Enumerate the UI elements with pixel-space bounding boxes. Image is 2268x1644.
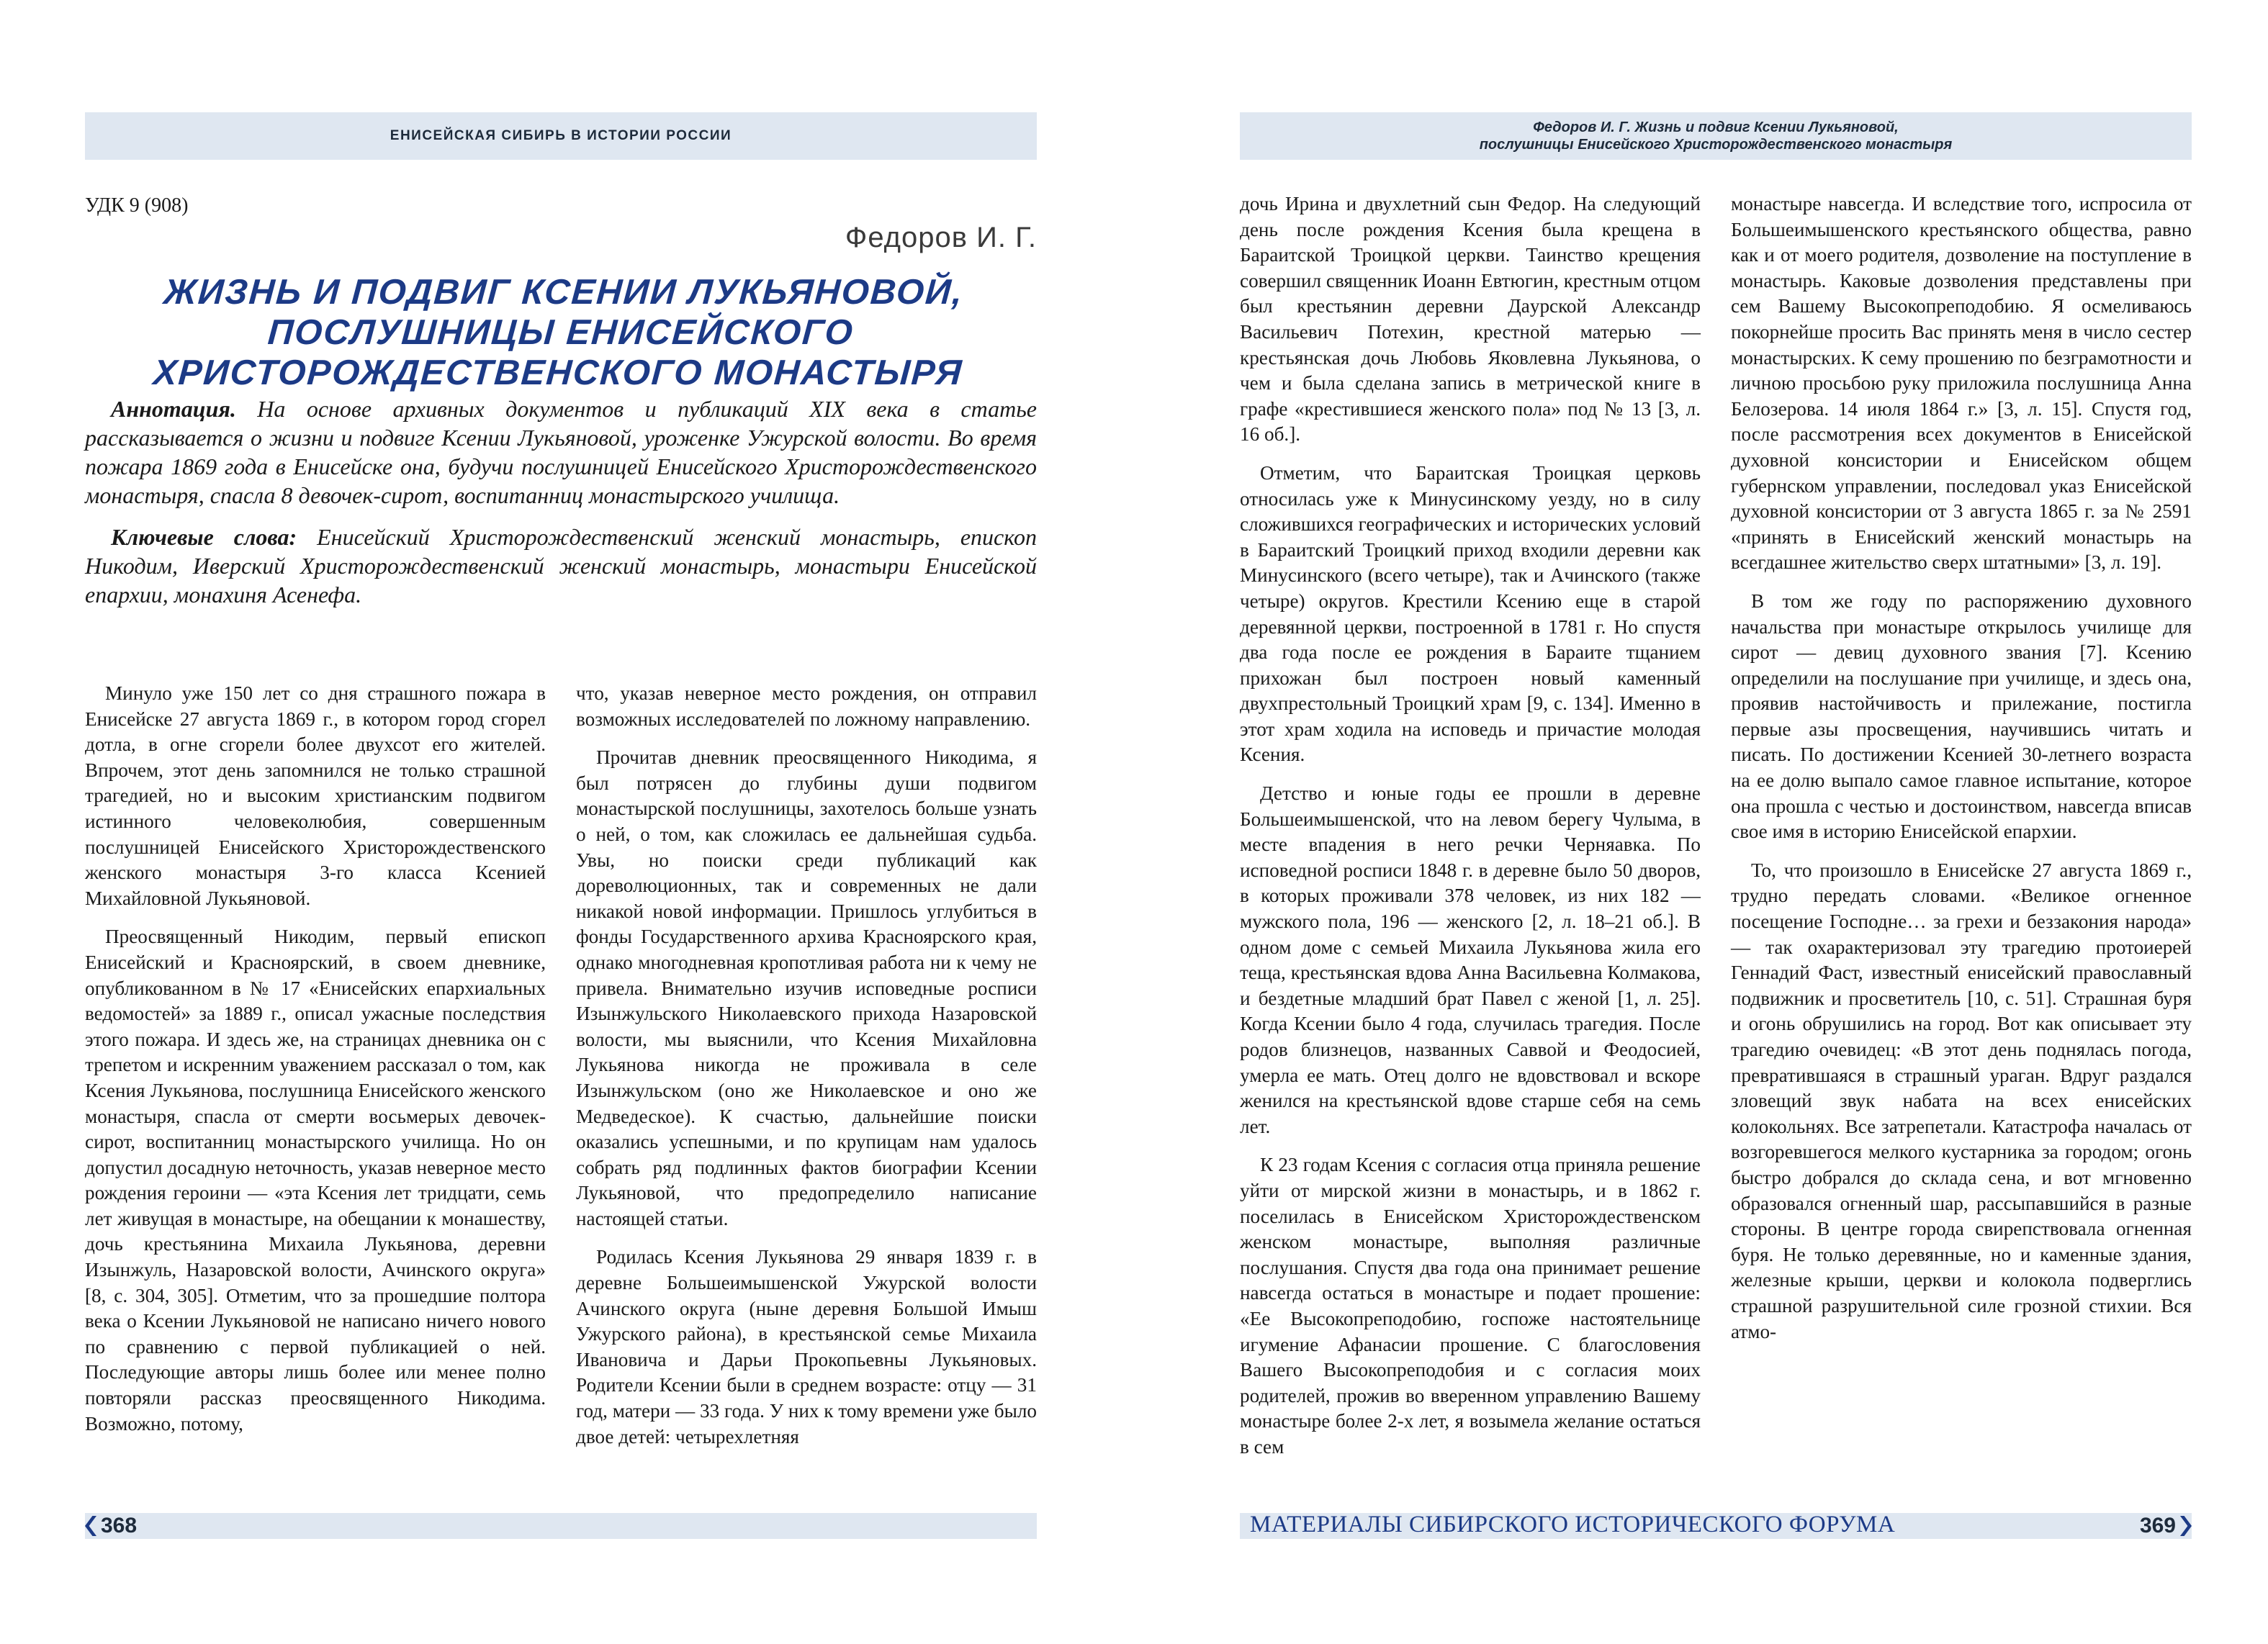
page-number-block — [85, 1513, 137, 1539]
paragraph: дочь Ирина и двухлетний сын Федор. На следующий день после рождения Ксения была крещена в Бараитской Троицкой церкви. Таинство крещения совершил священник Иоанн Евтюгин, крестным отцом был крестьянин деревни Дaурской Александр Васильевич Потехин, крестной матерью — крестьянская дочь Любовь Яковлевна Лукьянова, о чем и была сделана запись в метрической книге в графе «крестившиеся женского пола» под № 13 [3, л. 16 об.]. — [1240, 193, 1701, 446]
text-column-2 — [576, 681, 1037, 1463]
paragraph: Преосвященный Никодим, первый епископ Енисейский и Красноярский, в своем дневнике, опубликованном в № 17 «Енисейских епархиальных ведомостей» за 1889 г., описал ужасные последствия этого пожара. И здесь же, на страницах дневника он с трепетом и искренним уважением рассказал о том, как Ксения Лукьянова, послушница Енисейского женского монастыря, спасла от смерти восьмерых девочек-сирот, воспитанниц монастырского училища. Но он допустил досадную неточность, указав неверное место рождения героини — «эта Ксения лет тридцати, семь лет живущая в монастыре, на обещании к монашеству, дочь крестьянина Михаила Лукьянова, деревни Изынжуль, Назаровской волости, Ачинского округа» [8, с. 304, 305]. Отметим, что за прошедшие полтора века о Ксении Лукьяновой не написано ничего нового по сравнению с первой публикацией о ней. Последующие авторы лишь более или менее полно повторяли рассказ преосвященного Никодима. Возможно, потому, — [85, 926, 546, 1435]
title-line: ЖИЗНЬ И ПОДВИГ КСЕНИИ ЛУКЬЯНОВОЙ, — [162, 273, 965, 312]
journal-title: МАТЕРИАЛЫ СИБИРСКОГО ИСТОРИЧЕСКОГО ФОРУМА — [1250, 1512, 1896, 1537]
chevron-right-icon — [2180, 1516, 2192, 1536]
udk-code: УДК 9 (908) — [85, 194, 189, 217]
abstract-text: На основе архивных документов и публикаций XIX века в статье рассказывается о жизни и подвиге Ксении Лукьяновой, уроженке Ужурской волости. Во время пожара 1869 года в Енисейске она, будучи послушницей Енисейского Христорождественского монастыря, спасла 8 девочек-сирот, воспитанниц монастырского училища. — [85, 396, 1037, 508]
paragraph: что, указав неверное место рождения, он отправил возможных исследователей по ложному направлению. — [576, 682, 1037, 730]
running-head: ЕНИСЕЙСКАЯ СИБИРЬ В ИСТОРИИ РОССИИ — [85, 112, 1037, 160]
paragraph: Отметим, что Бараитская Троицкая церковь относилась уже к Минусинскому уезду, но в силу сложившихся географических и исторических условий в Бараитский Троицкий приход входили деревни как Минусинского (всего четыре), так и Ачинского (также четыре) округов. Крестили Ксению еще в старой деревянной церкви, построенной в 1781 г. Но спустя два года после ее рождения в Бараите тщанием прихожан был построен новый каменный двухпрестольный Троицкий храм [9, с. 134]. Именно в этот храм ходила на исповедь и причастие молодая Ксения. — [1240, 461, 1701, 766]
paragraph: Детство и юные годы ее прошли в деревне Большеимышенской, что на левом берегу Чулыма, в месте впадения в него речки Черняавка. По исповедной росписи 1848 г. в деревне было 50 дворов, в которых проживали 378 человек, из них 182 — мужского пола, 196 — женского [2, л. 18–21 об.]. В одном доме с семьей Михаила Лукьянова жила его теща, крестьянская вдова Анна Васильевна Колмакова, и бездетные младший брат Павел с женой [1, л. 25]. Когда Ксении было 4 года, случилась трагедия. После родов близнецов, названных Саввой и Феодосией, умерла ее мать. Отец долго не вдовствовал и вскоре женился на крестьянской вдове старше себя на семь лет. — [1240, 782, 1701, 1137]
paragraph: Прочитав дневник преосвященного Никодима, я был потрясен до глубины души подвигом монастырской послушницы, захотелось больше узнать о ней, о том, как сложилась ее дальнейшая судьба. Увы, но поиски среди публикаций как дореволюционных, так и современных не дали никакой новой информации. Пришлось углубиться в фонды Государственного архива Красноярского края, однако многодневная кропотливая работа ни к чему не привела. Внимательно изучив исповедные росписи Изынжульского Николаевского прихода Назаровской волости, мы выяснили, что Ксения Михайловна Лукьянова никогда не проживала в селе Изынжульском (оно же Николаевское и оно же Медведеское). К счастью, дальнейшие поиски оказались успешными, и по крупицам нам удалось собрать ряд подлинных фактов биографии Ксении Лукьяновой, что предопределило написание настоящей статьи. — [576, 746, 1037, 1229]
abstract-label: Аннотация. — [111, 396, 236, 422]
paragraph: К 23 годам Ксения с согласия отца приняла решение уйти от мирской жизни в монастырь, и в 1862 г. поселилась в Енисейском Христорождественском женском монастыре, выполняя различные послушания. Спустя два года она принимает решение навсегда остаться в монастыре и подает прошение: «Ее Высокопреподобию, госпоже настоятельнице игумение Афанасии прошение. С благословения Вашего Высокопреподобия и с согласия моих родителей, прожив во вверенном управлению Вашему монастыре более 2-х лет, я возымела желание остаться в сем — [1240, 1154, 1701, 1458]
page-number-block — [2140, 1513, 2192, 1539]
text-column-3 — [1240, 191, 1701, 1473]
title-line: ХРИСТОРОЖДЕСТВЕНСКОГО МОНАСТЫРЯ — [152, 353, 964, 392]
chevron-left-icon — [85, 1516, 96, 1536]
abstract — [85, 394, 1037, 510]
paragraph: Минуло уже 150 лет со дня страшного пожара в Енисейске 27 августа 1869 г., в котором город сгорел дотла, в огне сгорели более двухсот его жителей. Впрочем, этот день запомнился не только страшной трагедией, но и высоким христианским подвигом истинного человеколюбия, совершенным послушницей Енисейского Христорождественского женского монастыря 3-го класса Ксенией Михайловной Лукьяновой. — [85, 682, 546, 909]
keywords — [85, 523, 1037, 609]
footer-band — [85, 1513, 1037, 1539]
running-head — [1240, 112, 2192, 160]
keywords-label: Ключевые слова: — [111, 524, 297, 550]
running-head-line: Федоров И. Г. Жизнь и подвиг Ксении Лукьяновой, — [1533, 119, 1899, 135]
page-number: 369 — [2139, 1514, 2176, 1537]
paragraph: Родилась Ксения Лукьянова 29 января 1839 г. в деревне Большеимышенской Ужурской волости Ачинского округа (ныне деревня Большой Имыш Ужурского района), в крестьянской семье Михаила Ивановича и Дарьи Прокопьевны Лукьяновых. Родители Ксении были в среднем возрасте: отцу — 31 год, матери — 33 года. У них к тому времени уже было двое детей: четырехлетняя — [576, 1246, 1037, 1447]
paragraph: То, что произошло в Енисейске 27 августа 1869 г., трудно передать словами. «Великое огненное посещение Господне… за грехи и беззакония народа» — так охарактеризовал эту трагедию протоиерей Геннадий Фаст, известный енисейский православный подвижник и просветитель [10, с. 51]. Страшная буря и огонь обрушились на город. Вот как описывает эту трагедию очевидец: «В этот день поднялась погода, превратившаяся в страшный ураган. Вдруг раздался зловещий звук набата на всех енисейских колокольнях. Все затрепетали. Катастрофа началась от возгоревшегося мелкого кустарника за городом; огонь быстро добрался до склада сена, и вот мгновенно образовался огненный шар, рассыпавшийся в разные стороны. В центре города свирепствовала огненная буря. Не только деревянные, но и каменные здания, железные крыши, церкви и колокола подверглись страшной разрушительной силе грозной стихии. Вся атмо- — [1731, 859, 2192, 1342]
paragraph: монастыре навсегда. И вследствие того, испросила от Большеимышенского крестьянского общества, равно как и от моего родителя, дозволение на поступление в монастырь. Каковые дозволения представлены при сем Вашему Высокопреподобию. Я осмеливаюсь покорнейше просить Вас принять меня в число сестер монастырских. К сему прошению по безграмотности и личною просьбою руку приложила послушница Анна Белозерова. 14 июля 1864 г.» [3, л. 15]. Спустя год, после рассмотрения всех документов в Енисейской духовной консистории и Енисейском общем губернском управлении, последовал указ Енисейской духовной консистории от 3 августа 1865 г. за № 2591 «принять в Енисейский женский монастырь на всегдашнее жительство сверх штатными» [3, л. 19]. — [1731, 193, 2192, 574]
text-column-1 — [85, 681, 546, 1450]
footer-band — [1240, 1513, 2192, 1539]
title-line: ПОСЛУШНИЦЫ ЕНИСЕЙСКОГО — [266, 313, 855, 352]
article-title — [81, 272, 1041, 393]
author-name: Федоров И. Г. — [845, 222, 1037, 253]
paragraph: В том же году по распоряжению духовного начальства при монастыре открылось училище для сирот — девиц духовного звания [7]. Ксению определили на послушание при училище, и здесь она, проявив настойчивость и прилежание, постигла первые азы просвещения, научившись читать и писать. По достижении Ксенией 30-летнего возраста на ее долю выпало самое главное испытание, которое она прошла с честью и достоинством, навсегда вписав свое имя в историю Енисейской епархии. — [1731, 590, 2192, 843]
text-column-4 — [1731, 191, 2192, 1358]
page-number: 368 — [101, 1514, 138, 1537]
right-page — [1134, 0, 2268, 1644]
running-head-line: послушницы Енисейского Христорождественского монастыря — [1479, 137, 1953, 153]
abstract-block — [85, 394, 1037, 622]
keywords-text: Енисейский Христорождественский женский монастырь, епископ Никодим, Иверский Христорождественский женский монастырь, монастыри Енисейской епархии, монахиня Асенефа. — [85, 524, 1038, 608]
